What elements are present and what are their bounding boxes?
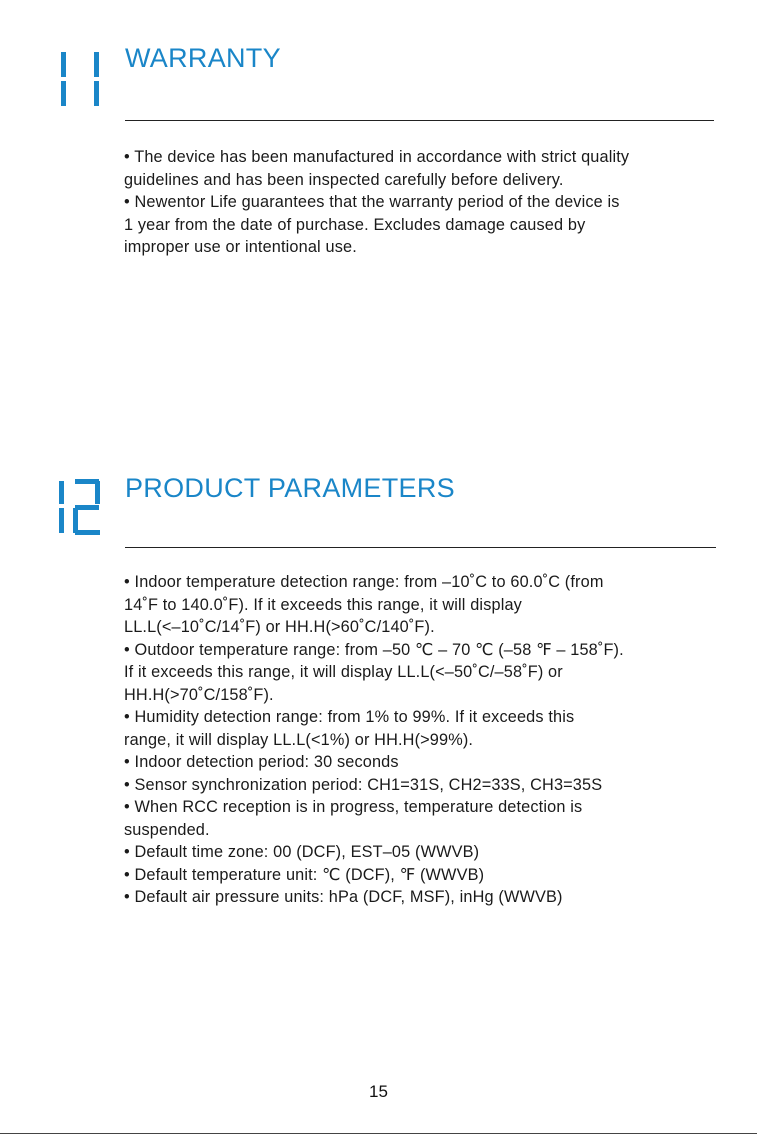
parameters-body [124,571,624,909]
text-line: 1 year from the date of purchase. Excludes damage caused by [124,215,586,234]
section-title-warranty: WARRANTY [125,43,281,73]
text-line: If it exceeds this range, it will display LL.L(<–50˚C/–58˚F) or [124,663,563,681]
section-divider [125,120,714,121]
text-line: • Newentor Life guarantees that the warranty period of the device is [124,193,620,211]
text-line: suspended. [124,820,210,839]
text-line: • Default time zone: 00 (DCF), EST–05 (WWVB) [124,843,480,861]
section-number-12-icon [55,477,107,537]
text-line: • Default temperature unit: ℃ (DCF), ℉ (WWVB) [124,865,485,884]
text-line: • Outdoor temperature range: from –50 ℃ – 70 ℃ (–58 ℉ – 158˚F). [124,640,624,659]
text-line: 14˚F to 140.0˚F). If it exceeds this range, it will display [124,595,522,614]
text-line: LL.L(<–10˚C/14˚F) or HH.H(>60˚C/140˚F). [124,618,435,636]
page-number: 15 [369,1082,388,1101]
text-line: HH.H(>70˚C/158˚F). [124,685,274,704]
text-line: • Default air pressure units: hPa (DCF, MSF), inHg (WWVB) [124,888,563,906]
text-line: • When RCC reception is in progress, temperature detection is [124,798,583,816]
section-title-product-parameters: PRODUCT PARAMETERS [125,473,455,503]
text-line: • Indoor detection period: 30 seconds [124,753,399,771]
section-divider [125,547,716,548]
text-line: range, it will display LL.L(<1%) or HH.H(>99%). [124,730,474,749]
page-bottom-divider [0,1133,757,1134]
text-line: guidelines and has been inspected carefully before delivery. [124,170,564,189]
text-line: • The device has been manufactured in accordance with strict quality [124,148,630,166]
text-line: • Indoor temperature detection range: from –10˚C to 60.0˚C (from [124,573,604,591]
warranty-body [124,146,629,259]
text-line: improper use or intentional use. [124,238,357,256]
text-line: • Sensor synchronization period: CH1=31S, CH2=33S, CH3=35S [124,775,603,794]
section-number-11-icon [55,50,107,108]
text-line: • Humidity detection range: from 1% to 99%. If it exceeds this [124,708,575,726]
